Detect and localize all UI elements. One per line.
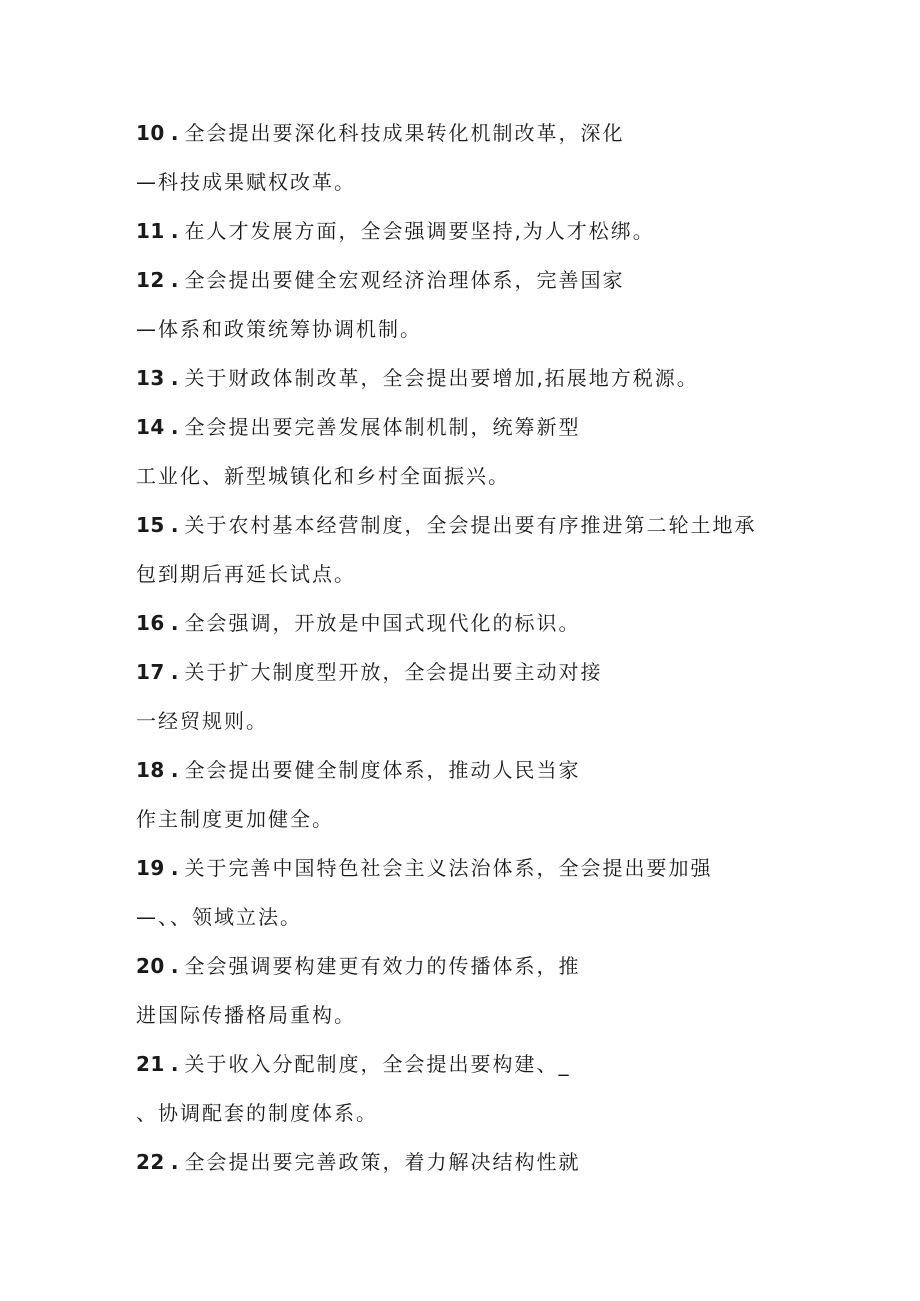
number-separator: . [170, 954, 181, 978]
line-text: 全会提出要深化科技成果转化机制改革，深化 [184, 121, 625, 145]
number-separator: . [170, 415, 181, 439]
question-number: 12 [136, 268, 165, 292]
continuation-line [136, 698, 816, 747]
number-separator: . [170, 611, 181, 635]
question-line [136, 845, 816, 894]
question-line [136, 502, 816, 551]
line-text: 关于收入分配制度，全会提出要构建、_ [184, 1052, 571, 1076]
question-number: 16 [136, 611, 165, 635]
line-text: —科技成果赋权改革。 [136, 170, 356, 194]
line-text: 全会强调要构建更有效力的传播体系，推 [184, 954, 581, 978]
question-number: 15 [136, 513, 165, 537]
number-separator: . [170, 268, 181, 292]
number-separator: . [170, 758, 181, 782]
question-number: 10 [136, 121, 165, 145]
question-number: 18 [136, 758, 165, 782]
question-number: 20 [136, 954, 165, 978]
number-separator: . [170, 856, 181, 880]
line-text: 关于财政体制改革，全会提出要增加,拓展地方税源。 [184, 366, 699, 390]
continuation-line [136, 894, 816, 943]
line-text: 关于扩大制度型开放，全会提出要主动对接 [184, 660, 603, 684]
question-number: 13 [136, 366, 165, 390]
question-line [136, 747, 816, 796]
question-line [136, 355, 816, 404]
line-text: 进国际传播格局重构。 [136, 1003, 356, 1027]
number-separator: . [170, 1052, 181, 1076]
continuation-line [136, 453, 816, 502]
line-text: 、协调配套的制度体系。 [136, 1101, 378, 1125]
question-line [136, 257, 816, 306]
line-text: 全会提出要完善发展体制机制，统筹新型 [184, 415, 581, 439]
number-separator: . [170, 1150, 181, 1174]
line-text: 关于农村基本经营制度，全会提出要有序推进第二轮土地承 [184, 513, 757, 537]
line-text: 全会强调，开放是中国式现代化的标识。 [184, 611, 581, 635]
question-number: 19 [136, 856, 165, 880]
question-list [136, 110, 816, 1188]
question-number: 14 [136, 415, 165, 439]
question-line [136, 649, 816, 698]
question-line [136, 1041, 816, 1090]
number-separator: . [170, 121, 181, 145]
question-number: 21 [136, 1052, 165, 1076]
number-separator: . [170, 660, 181, 684]
number-separator: . [170, 366, 181, 390]
line-text: 一经贸规则。 [136, 709, 268, 733]
line-text: 全会提出要健全制度体系，推动人民当家 [184, 758, 581, 782]
question-line [136, 208, 816, 257]
line-text: 包到期后再延长试点。 [136, 562, 356, 586]
number-separator: . [170, 513, 181, 537]
question-line [136, 110, 816, 159]
line-text: 全会提出要健全宏观经济治理体系，完善国家 [184, 268, 625, 292]
continuation-line [136, 1090, 816, 1139]
continuation-line [136, 551, 816, 600]
line-text: 工业化、新型城镇化和乡村全面振兴。 [136, 464, 510, 488]
question-line [136, 1139, 816, 1188]
number-separator: . [170, 219, 181, 243]
question-number: 22 [136, 1150, 165, 1174]
line-text: 全会提出要完善政策，着力解决结构性就 [184, 1150, 581, 1174]
continuation-line [136, 796, 816, 845]
question-line [136, 600, 816, 649]
line-text: —体系和政策统筹协调机制。 [136, 317, 422, 341]
line-text: 作主制度更加健全。 [136, 807, 334, 831]
question-line [136, 404, 816, 453]
line-text: 关于完善中国特色社会主义法治体系，全会提出要加强 [184, 856, 713, 880]
continuation-line [136, 159, 816, 208]
question-line [136, 943, 816, 992]
line-text: 在人才发展方面，全会强调要坚持,为人才松绑。 [184, 219, 655, 243]
line-text: —、、领域立法。 [136, 905, 302, 929]
question-number: 17 [136, 660, 165, 684]
continuation-line [136, 306, 816, 355]
continuation-line [136, 992, 816, 1041]
question-number: 11 [136, 219, 165, 243]
